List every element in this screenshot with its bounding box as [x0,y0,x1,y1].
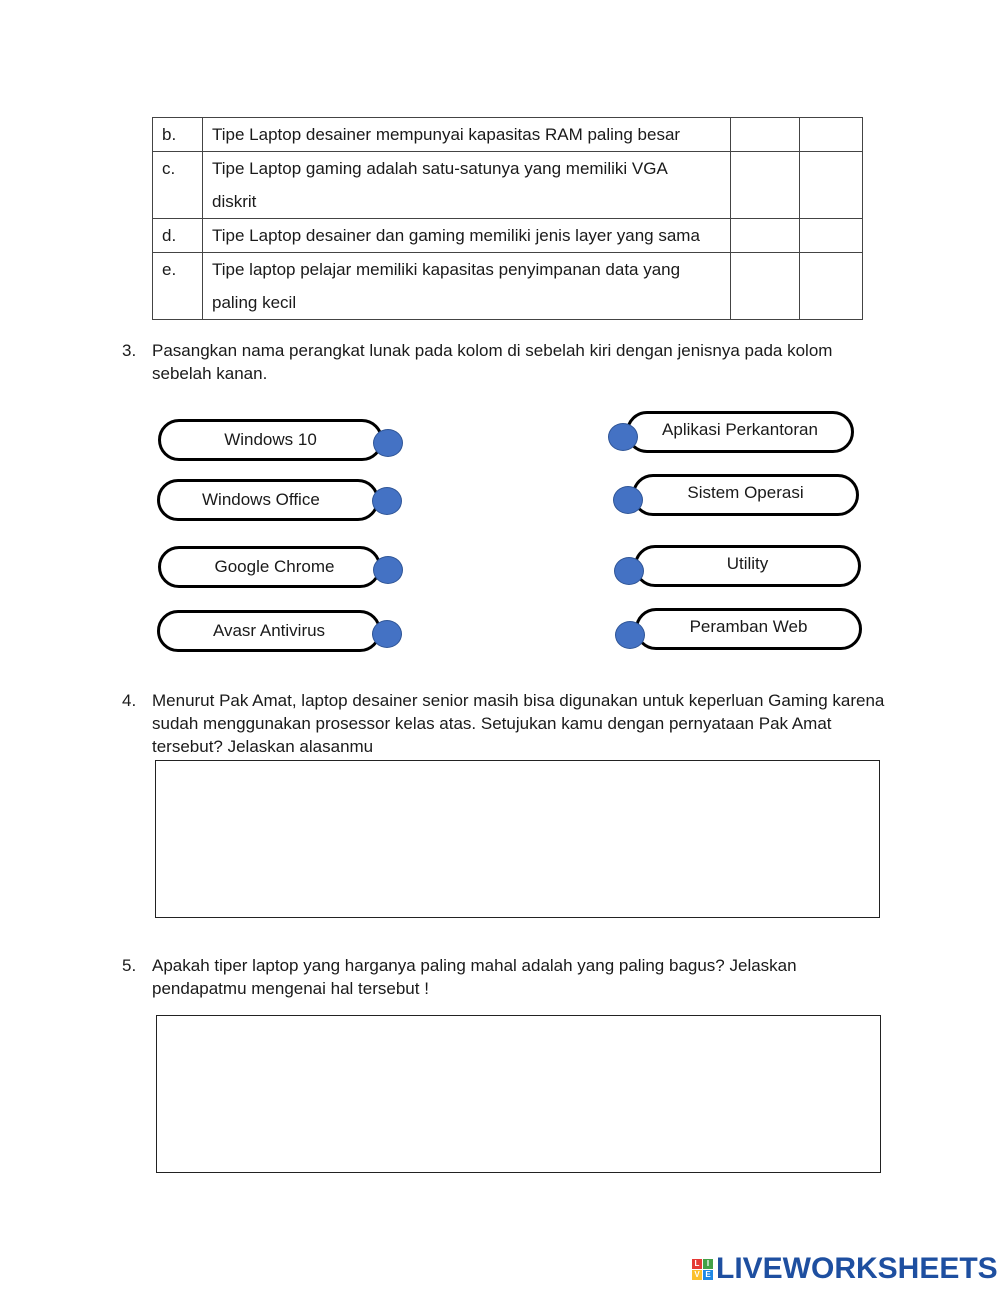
match-right-label: Peramban Web [689,617,808,636]
match-right-item-2 [632,474,859,516]
row-statement: Tipe Laptop gaming adalah satu-satunya yang memiliki VGA diskrit [203,152,731,219]
answer-cell-false[interactable] [800,152,863,219]
row-statement: Tipe laptop pelajar memiliki kapasitas penyimpanan data yang paling kecil [203,253,731,320]
match-right-label: Aplikasi Perkantoran [662,420,818,439]
match-right-connector-1[interactable] [608,423,638,451]
match-left-label: Google Chrome [214,557,335,576]
question-5-text: Apakah tiper laptop yang harganya paling mahal adalah yang paling bagus? Jelaskan pendapatmu mengenai hal tersebut ! [152,956,797,998]
logo-icon-letter: L [692,1259,702,1269]
match-left-item-4 [157,610,381,652]
answer-cell-false[interactable] [800,219,863,253]
match-left-connector-1[interactable] [373,429,403,457]
match-right-item-3 [634,545,861,587]
logo-icon-letter: V [692,1270,702,1280]
question-3-number: 3. [122,341,137,360]
match-left-connector-4[interactable] [372,620,402,648]
liveworksheets-logo-icon [692,1259,713,1280]
answer-cell-true[interactable] [731,118,800,152]
match-left-item-1 [158,419,383,461]
answer-cell-false[interactable] [800,118,863,152]
question-3-text: Pasangkan nama perangkat lunak pada kolom di sebelah kiri dengan jenisnya pada kolom sebelah kanan. [152,341,833,383]
answer-cell-true[interactable] [731,253,800,320]
liveworksheets-logo [692,1254,998,1284]
answer-cell-true[interactable] [731,219,800,253]
match-left-label: Avasr Antivirus [212,621,326,640]
question-5-number: 5. [122,956,137,975]
match-right-connector-2[interactable] [613,486,643,514]
match-left-item-2 [157,479,379,521]
question-5-answer-box[interactable] [156,1015,881,1173]
question-4-answer-box[interactable] [155,760,880,918]
row-letter: b. [153,118,203,152]
match-left-item-3 [158,546,381,588]
match-right-connector-3[interactable] [614,557,644,585]
question-4-number: 4. [122,691,137,710]
table-row [153,253,863,320]
match-right-item-4 [635,608,862,650]
match-left-label: Windows 10 [224,430,317,449]
table-row [153,219,863,253]
match-left-connector-2[interactable] [372,487,402,515]
answer-cell-false[interactable] [800,253,863,320]
table-row [153,152,863,219]
logo-icon-letter: I [703,1259,713,1269]
match-right-label: Utility [726,554,769,573]
logo-icon-letter: E [703,1270,713,1280]
match-right-label: Sistem Operasi [687,483,804,502]
match-left-label: Windows Office [202,490,320,509]
question-4-text: Menurut Pak Amat, laptop desainer senior masih bisa digunakan untuk keperluan Gaming karena sudah menggunakan prosessor kelas atas. Setujukan kamu dengan pernyataan Pak Amat tersebut? Jelaskan alasanmu [152,691,885,756]
match-left-connector-3[interactable] [373,556,403,584]
row-statement: Tipe Laptop desainer mempunyai kapasitas RAM paling besar [203,118,731,152]
row-letter: d. [153,219,203,253]
statement-table [152,117,863,320]
liveworksheets-logo-text: LIVEWORKSHEETS [716,1252,998,1285]
table-row [153,118,863,152]
match-right-connector-4[interactable] [615,621,645,649]
match-right-item-1 [626,411,854,453]
row-letter: c. [153,152,203,219]
answer-cell-true[interactable] [731,152,800,219]
row-statement: Tipe Laptop desainer dan gaming memiliki jenis layer yang sama [203,219,731,253]
row-letter: e. [153,253,203,320]
